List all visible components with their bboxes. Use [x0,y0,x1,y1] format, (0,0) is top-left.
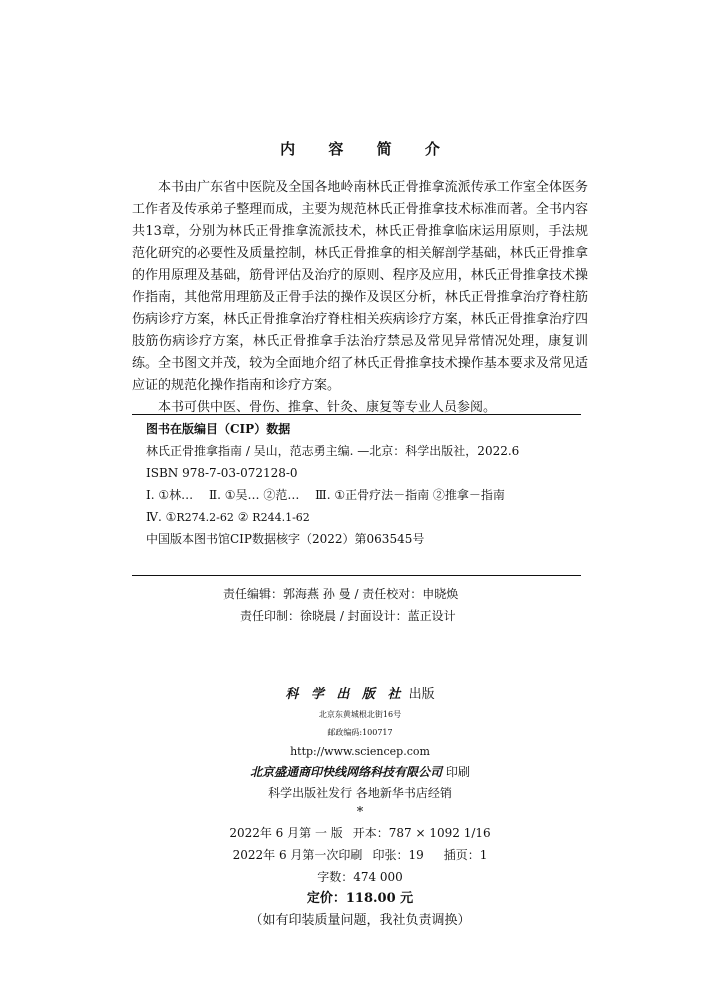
cip-class-item: Ⅲ. ①正骨疗法－指南 ②推拿－指南 [315,488,505,502]
cip-title-line: 林氏正骨推拿指南 / 吴山，范志勇主编. —北京：科学出版社，2022.6 [146,444,520,458]
publisher-suffix: 出版 [408,687,435,702]
publisher-name: 科 学 出 版 社 [285,687,405,702]
cip-isbn: ISBN 978-7-03-072128-0 [146,466,298,480]
format-text: 开本：787 × 1092 1/16 [352,826,491,840]
cip-class-item: Ⅰ. ①林… [146,488,194,502]
cip-block [146,418,576,550]
printing-line [0,844,720,866]
cip-class-item: Ⅱ. ①吴… ②范… [208,488,300,502]
cip-classification-2 [146,506,576,528]
publisher-url: http://www.sciencep.com [290,745,430,758]
price-line: 定价：118.00 元 [306,891,414,906]
printer-suffix: 印刷 [445,765,470,779]
cip-bottom-rule [132,575,581,576]
printing-text: 2022年 6 月第一次印刷 [232,848,363,862]
cip-class-code: R274.2-62 [176,511,234,524]
edition-line [0,822,720,844]
separator-star: * [356,805,364,820]
credits-editors: 责任编辑：郭海燕 孙 曼 / 责任校对：申晓焕 [223,587,459,601]
cip-top-rule [132,414,581,415]
cip-heading: 图书在版编目（CIP）数据 [146,422,291,436]
cip-class-prefix: Ⅳ. ① [146,510,177,524]
intro-paragraph: 本书由广东省中医院及全国各地岭南林氏正骨推拿流派传承工作室全体医务工作者及传承弟子整理而成，主要为规范林氏正骨推拿技术标准而著。全书内容共13章，分别为林氏正骨推拿流派技术，林氏正骨推拿临床运用原则，手法规范化研究的必要性及质量控制，林氏正骨推拿的相关解剖学基础，林氏正骨推拿的作用原理及基础，筋骨评估及治疗的原则、程序及应用，林氏正骨推拿技术操作指南，其他常用理筋及正骨手法的操作及误区分析，林氏正骨推拿治疗脊柱筋伤病诊疗方案，林氏正骨推拿治疗脊柱相关疾病诊疗方案，林氏正骨推拿治疗四肢筋伤病诊疗方案，林氏正骨推拿手法治疗禁忌及常见异常情况处理，康复训练。全书图文并茂，较为全面地介绍了林氏正骨推拿技术操作基本要求及常见适应证的规范化操作指南和诊疗方案。 [132,180,588,393]
quality-notice: （如有印装质量问题，我社负责调换） [249,913,471,928]
publisher-postcode: 邮政编码:100717 [327,728,393,737]
cip-classification-1 [146,484,576,506]
edition-text: 2022年 6 月第 一 版 [229,826,343,840]
credits-production: 责任印制：徐晓晨 / 封面设计：蓝正设计 [240,609,456,623]
cip-class-code: R244.1-62 [252,511,310,524]
publisher-block [0,684,720,932]
inserts-text: 插页：1 [443,848,488,862]
cip-verification: 中国版本图书馆CIP数据核字（2022）第063545号 [146,532,425,546]
printer-line [0,762,720,782]
printer-name: 北京盛通商印快线网络科技有限公司 [250,765,443,779]
wordcount-line: 字数：474 000 [317,870,403,884]
distribution-line: 科学出版社发行 各地新华书店经销 [268,786,452,800]
cip-class-mid: ② [237,510,249,524]
publisher-line [0,684,720,706]
sheets-text: 印张：19 [372,848,424,862]
intro-title: 内 容 简 介 [280,140,454,158]
intro-body [132,177,588,419]
intro-paragraph: 本书可供中医、骨伤、推拿、针灸、康复等专业人员参阅。 [158,400,497,415]
publisher-address: 北京东黄城根北街16号 [318,710,402,719]
